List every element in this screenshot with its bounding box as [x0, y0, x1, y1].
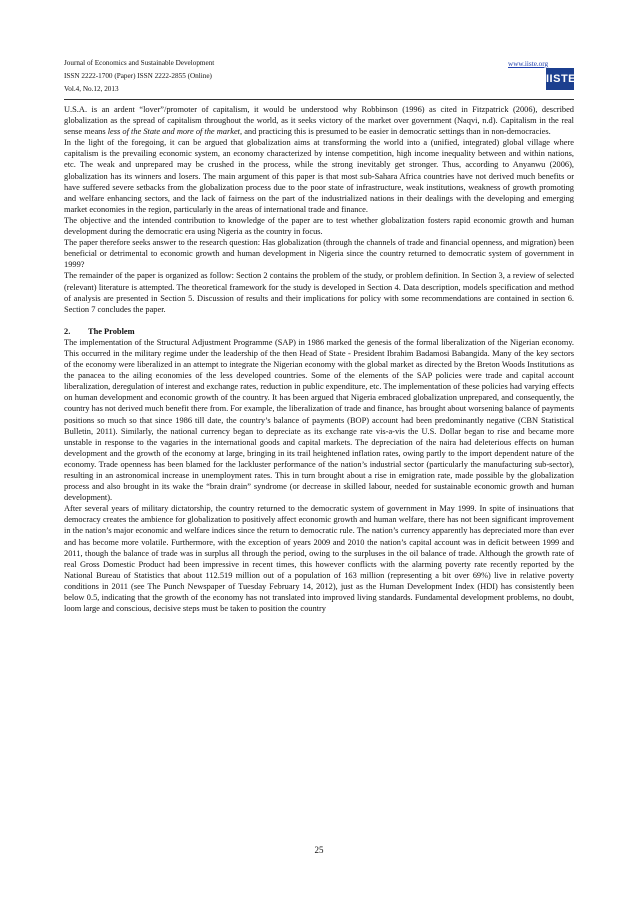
- paragraph-problem: The implementation of the Structural Adjustment Programme (SAP) in 1986 marked the genesis of the formal liberalization of the Nigerian economy. This occurred in the military regime under the leadership of the then Head of State - President Ibrahim Badamosi Babangida. Many of the key sectors of the economy were liberalized in an attempt to integrate the Nigerian economy with the global market as directed by the Breton Woods Institutions as the panacea to the ailing economies of the less developed countries. Some of the elements of the SAP policies were trade and capital account liberalization, deregulation of interest and exchange rates, reduction in public expenditure, etc. The implementation of these policies had varying effects on human development and economic growth of the country. It has been argued that Nigeria embraced globalization unprepared, and consequently, the country has not derived much benefit there from. For example, the liberalization of trade and finance, has brought about worsening balance of payments positions so much so that since 1986 till date, the country’s balance of payments (BOP) account had been predominantly negative (CBN Statistical Bulletin, 2011). Similarly, the national currency began to depreciate as its exchange rate vis-a-vis the U.S. Dollar began to rise and became more unstable in response to the vagaries in the international goods and capital markets. The depreciation of the naira had deleterious effects on human development and the growth of the economy at large, bringing in its trail heightened inflation rates, owing partly to the import dependent nature of the economy. Trade openness has been blamed for the lackluster performance of the nation’s industrial sector (particularly the manufacturing sub-sector), resulting in an astronomical increase in unemployment rates. This in turn brought about a rise in emigration rate, made possible by the globalization process and also brought in its wake the “brain drain” syndrome (or decrease in skilled labour, needed for sustainable economic growth and human development).: [64, 337, 575, 503]
- volume-line: Vol.4, No.12, 2013: [64, 85, 119, 93]
- section-title: The Problem: [88, 326, 135, 336]
- header-divider: [64, 99, 574, 100]
- paragraph-organization: The remainder of the paper is organized as follow: Section 2 contains the problem of the study, or problem definition. In Section 3, a review of selected (relevant) literature is attempted. The theoretical framework for the study is developed in Section 4. Data description, models specification and method of analysis are presented in Section 5. Discussion of results and their implications for policy with some recommendations are contained in section 6. Section 7 concludes the paper.: [64, 271, 574, 314]
- iiste-logo: IISTE: [546, 68, 574, 90]
- issn-line: ISSN 2222-1700 (Paper) ISSN 2222-2855 (Online): [64, 72, 212, 80]
- page-number: 25: [314, 845, 324, 855]
- section-number: 2.: [64, 326, 71, 336]
- paragraph-text: U.S.A. is an ardent “lover”/promoter of capitalism, it would be understood why Robbinson (1996) as cited in Fitzpatrick (2006), described globalization as the spread of capitalism throughout the world, as it seeks victory of the market over government (Naqvi, n.d). Capitalism in the real sense means: [64, 105, 574, 137]
- paragraph-research-question: The paper therefore seeks answer to the research question: Has globalization (through the channels of trade and financial openness, and migration) been beneficial or detrimental to economic growth and human development in Nigeria since the country returned to democratic system of government in 1999?: [64, 238, 574, 270]
- paragraph-democracy: After several years of military dictatorship, the country returned to the democratic system of government in May 1999. In spite of insinuations that democracy creates the ambience for globalization to positively affect economic growth and human welfare, there has not been significant improvement in the nation’s major economic and welfare indices since the return to democratic rule. The nation’s currency apparently has depreciated more than ever and has become more volatile. Furthermore, with the exception of years 2009 and 2010 the nation’s capital account was in deficit between 1999 and 2011, though the balance of trade was in surplus all through the period, owing to the surpluses in the oil balance of trade. Although the growth rate of real Gross Domestic Product had been impressive in recent times, this however conflicts with the alarming poverty rate recently reported by the National Bureau of Statistics that about 112.519 million out of a population of 163 million (representing a bit over 69%) live in relative poverty conditions in 2011 (see The Punch Newspaper of Tuesday February 14, 2012), just as the Human Development Index (HDI) has consistently been below 0.5, indicating that the growth of the economy has not translated into improved living standards. Fundamental development problems, no doubt, loom large and conscious, decisive steps must be taken to position the country: [64, 504, 574, 614]
- emphasized-text: less of the State and more of the market: [107, 127, 241, 137]
- journal-name: Journal of Economics and Sustainable Development: [64, 59, 215, 67]
- section-heading: [64, 326, 574, 337]
- spacer: [64, 315, 574, 326]
- article-body: [64, 104, 574, 614]
- journal-url-link[interactable]: www.iiste.org: [508, 60, 549, 68]
- paragraph-globalization: In the light of the foregoing, it can be argued that globalization aims at transforming the world into a (unified, integrated) global village where capitalism is the prevailing economic system, an economy characterized by intense competition, high income inequality between and within nations, etc. The weak and unprepared may be crushed in the process, while the strong inevitably get stronger. Thus, according to Anyanwu (2006), globalization has its winners and losers. The main argument of this paper is that most sub-Sahara Africa countries have not derived much benefits or have suffered severe setbacks from the globalization process due to the poor state of infrastructure, weak institutions, weakness of growth promoting and welfare enhancing sectors, and the lack of fairness on the part of the industrialized nations in their dealings with the developing and emerging market economies in the region, particularly in the areas of international trade and finance.: [64, 138, 574, 214]
- paragraph-capitalism: [64, 104, 574, 137]
- page-header: [64, 58, 577, 98]
- paragraph-objective: The objective and the intended contribution to knowledge of the paper are to test whether globalization fosters rapid economic growth and human development during the democratic era using Nigeria as the country in focus.: [64, 215, 574, 237]
- paragraph-text: , and practicing this is presumed to be easier in democratic settings than in non-democracies.: [240, 127, 551, 137]
